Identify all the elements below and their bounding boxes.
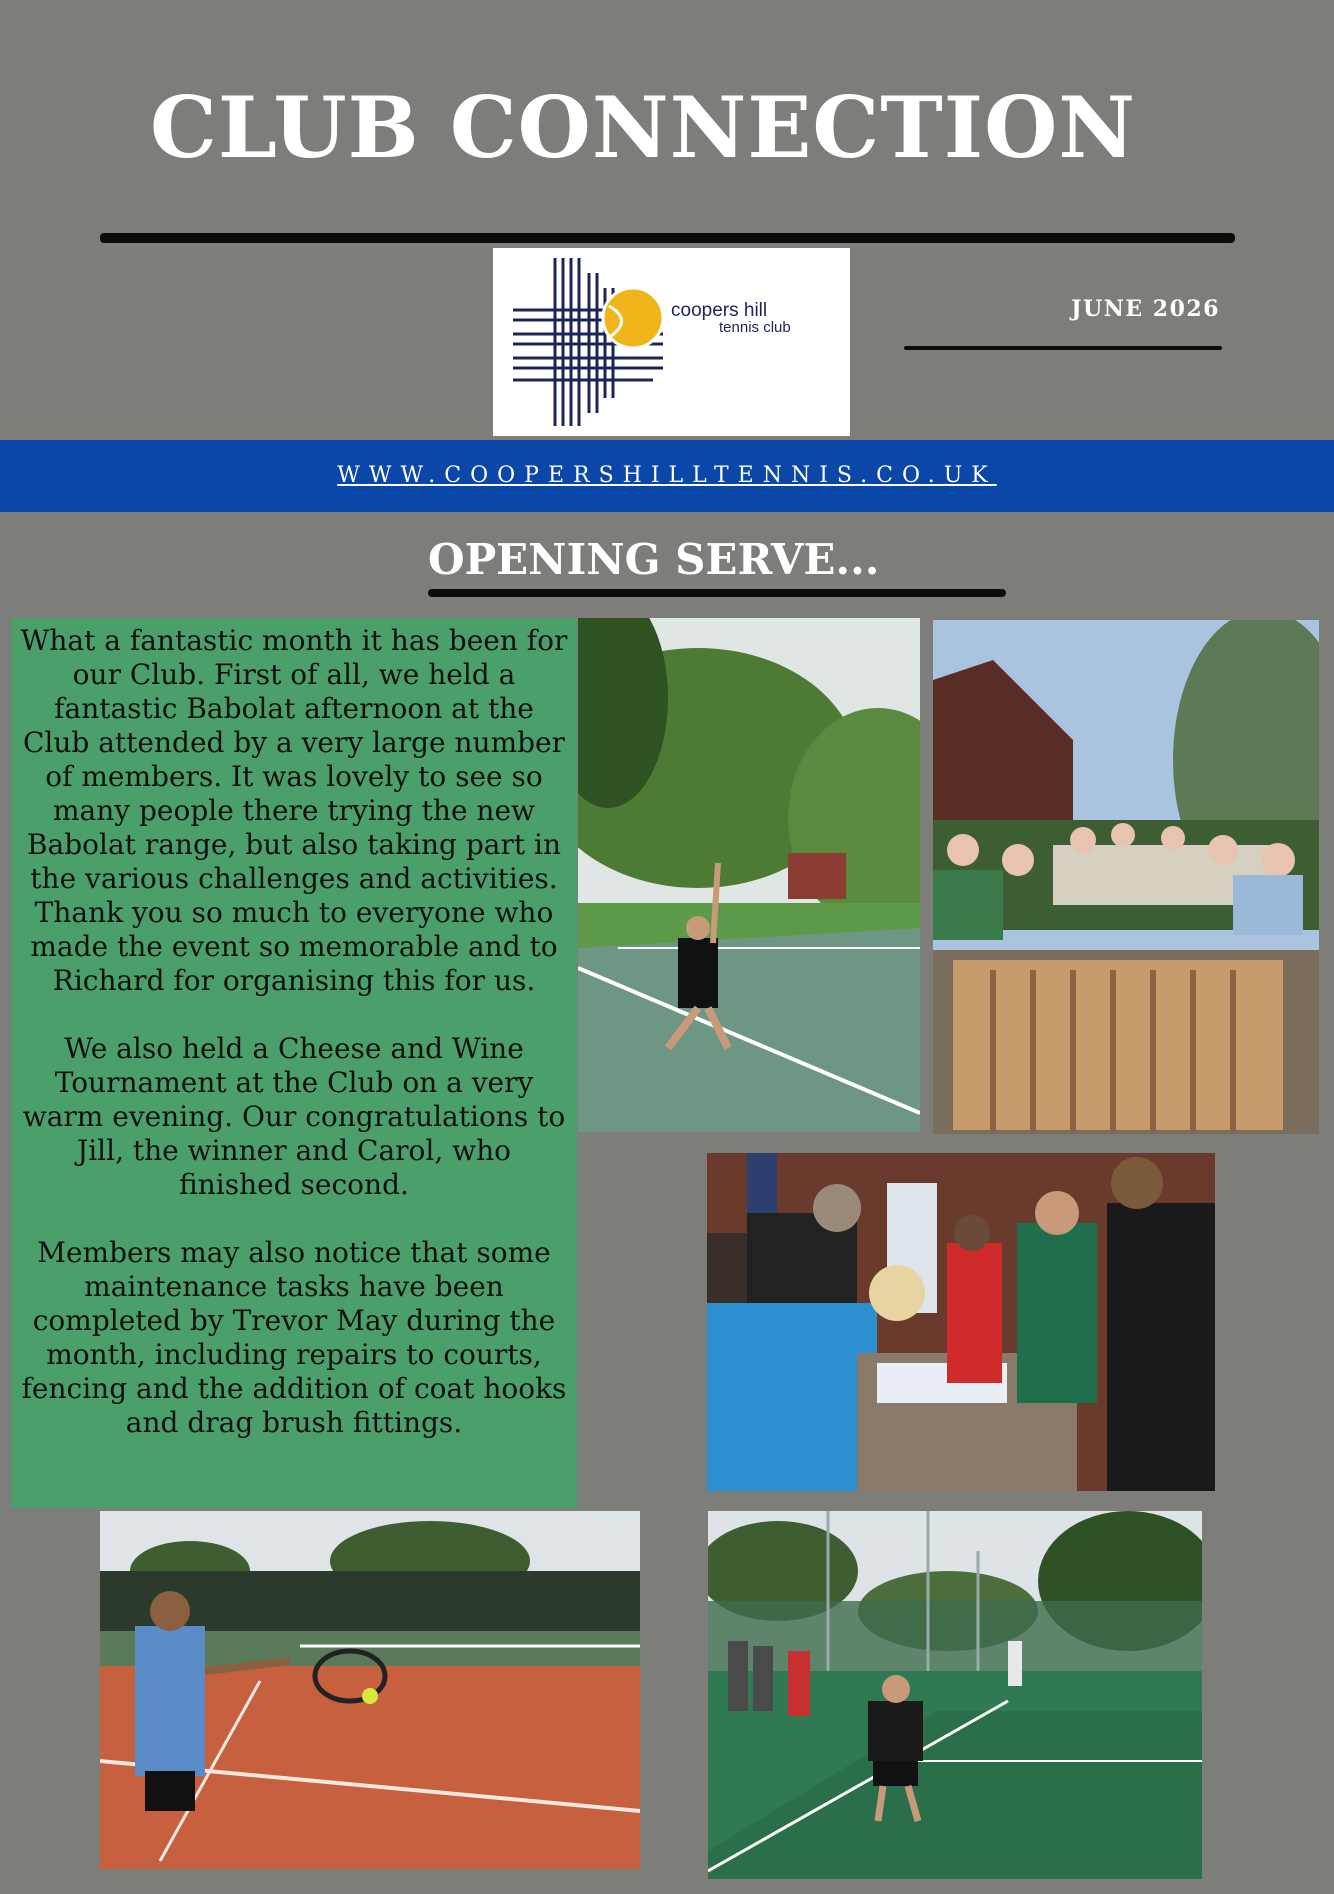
photo-clay-court-player	[100, 1511, 640, 1869]
photo-members-dining	[933, 620, 1319, 1134]
section-heading: OPENING SERVE...	[428, 535, 880, 584]
newsletter-title: CLUB CONNECTION	[150, 78, 1137, 177]
club-logo	[493, 248, 850, 436]
title-divider	[100, 233, 1235, 243]
date-divider	[904, 346, 1222, 350]
photo-green-court-player	[708, 1511, 1202, 1879]
website-link[interactable]: WWW.COOPERSHILLTENNIS.CO.UK	[337, 463, 997, 488]
issue-date: JUNE 2026	[1071, 296, 1220, 322]
article-paragraph: Members may also notice that some maintenance tasks have been completed by Trevor May during the month, including repairs to courts, fencing and the addition of coat hooks and drag brush fittings.	[21, 1236, 567, 1439]
photo-player-serving	[578, 618, 920, 1132]
article-panel	[11, 618, 577, 1508]
photo-members-registration	[707, 1153, 1215, 1491]
logo-line1: coopers hill	[671, 300, 768, 321]
heading-underline	[428, 589, 1006, 597]
club-logo-graphic	[493, 248, 850, 436]
logo-line2: tennis club	[719, 319, 791, 336]
article-paragraph: We also held a Cheese and Wine Tournament at the Club on a very warm evening. Our congratulations to Jill, the winner and Carol, who finished second.	[22, 1032, 566, 1201]
article-paragraph: What a fantastic month it has been for our Club. First of all, we held a fantastic Babolat afternoon at the Club attended by a very large number of members. It was lovely to see so many people there trying the new Babolat range, but also taking part in the various challenges and activities. Thank you so much to everyone who made the event so memorable and to Richard for organising this for us.	[20, 624, 568, 997]
